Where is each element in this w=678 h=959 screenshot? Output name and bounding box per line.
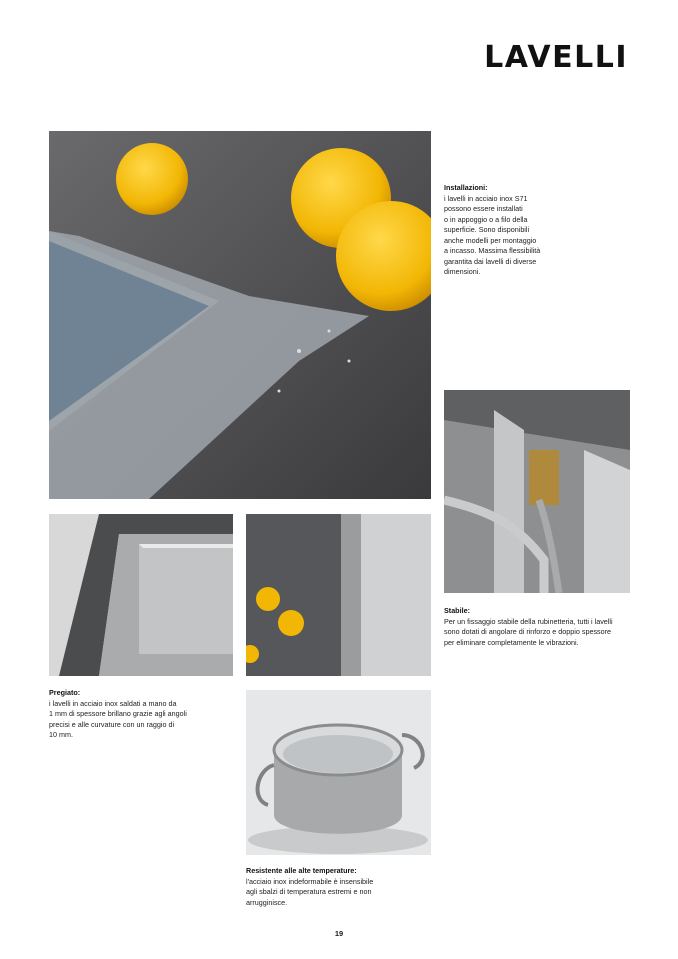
caption-line: 10 mm.	[49, 730, 73, 739]
caption-installazioni-heading: Installazioni:	[444, 183, 488, 192]
caption-line: per eliminare completamente le vibrazioni.	[444, 637, 579, 647]
photo-faucet-fixing	[444, 390, 630, 593]
caption-stabile-heading: Stabile:	[444, 606, 470, 615]
caption-line: 1 mm di spessore brillano grazie agli angoli	[49, 709, 187, 718]
caption-line: precisi e alle curvature con un raggio di	[49, 719, 175, 729]
caption-line: a incasso. Massima flessibilità	[444, 246, 541, 255]
caption-line: agli sbalzi di temperatura estremi e non	[246, 887, 372, 896]
caption-pregiato	[49, 688, 229, 741]
caption-line: dimensioni.	[444, 267, 481, 276]
caption-line: sono dotati di angolare di rinforzo e doppio spessore	[444, 627, 612, 636]
photo-sink-lemons	[49, 131, 431, 499]
photo-sink-corner	[49, 514, 233, 676]
caption-line: i lavelli in acciaio inox S71	[444, 193, 528, 203]
caption-stabile	[444, 606, 644, 648]
page-title: LAVELLI	[484, 40, 628, 75]
caption-line: superficie. Sono disponibili	[444, 225, 530, 234]
caption-line: l'acciaio inox indeformabile è insensibile	[246, 876, 374, 886]
caption-resistente-heading: Resistente alle alte temperature:	[246, 866, 357, 875]
caption-line: i lavelli in acciaio inox saldati a mano da	[49, 698, 177, 708]
caption-resistente	[246, 866, 426, 908]
photo-drainboard-lemons	[246, 514, 431, 676]
caption-line: o in appoggio o a filo della	[444, 214, 528, 224]
page-number: 19	[334, 929, 344, 938]
caption-line: anche modelli per montaggio	[444, 235, 537, 245]
caption-line: arrugginisce.	[246, 897, 288, 907]
caption-pregiato-heading: Pregiato:	[49, 688, 81, 697]
caption-line: Per un fissaggio stabile della rubinetteria, tutti i lavelli	[444, 616, 613, 626]
photo-boiling-pot	[246, 690, 431, 855]
caption-installazioni	[444, 183, 594, 278]
caption-line: garantita dai lavelli di diverse	[444, 256, 537, 266]
caption-line: possono essere installati	[444, 204, 523, 213]
